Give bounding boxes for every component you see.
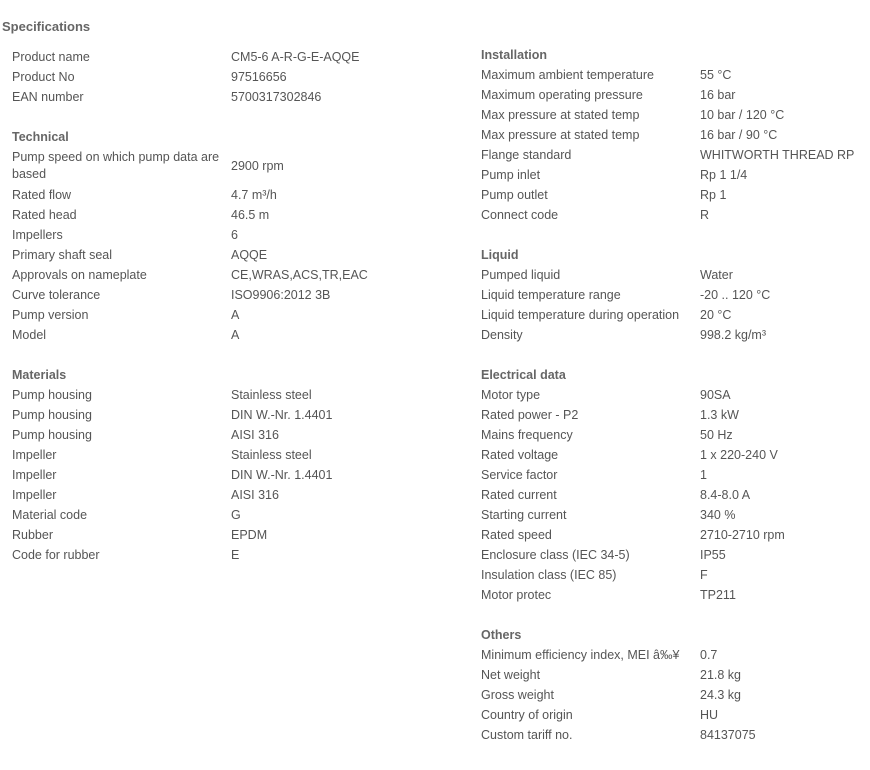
spec-label: Rated voltage (481, 448, 559, 462)
spec-label: Pumped liquid (481, 268, 561, 282)
spec-value: 0.7 (700, 648, 718, 662)
spec-row (12, 485, 432, 505)
spec-row (481, 185, 870, 205)
section-title: Technical (12, 130, 69, 144)
section-title: Electrical data (481, 368, 566, 382)
spec-row (12, 205, 432, 225)
spec-label: Rated flow (12, 188, 72, 202)
spec-row (481, 165, 870, 185)
spec-row (481, 125, 870, 145)
spec-value: AISI 316 (231, 428, 279, 442)
spec-label: Liquid temperature during operation (481, 308, 680, 322)
spec-label: Enclosure class (IEC 34-5) (481, 548, 630, 562)
spec-value: R (700, 208, 710, 222)
spec-row (12, 305, 432, 325)
spec-row (481, 205, 870, 225)
spec-row (481, 65, 870, 85)
spec-row (481, 585, 870, 605)
spec-row (481, 405, 870, 425)
spec-label: Pump housing (12, 388, 92, 402)
spec-value: 90SA (700, 388, 731, 402)
spec-row (12, 465, 432, 485)
spec-row (481, 285, 870, 305)
spec-row (481, 485, 870, 505)
spec-value: IP55 (700, 548, 726, 562)
spec-value: 1 x 220-240 V (700, 448, 778, 462)
spec-row (12, 425, 432, 445)
spec-label: Net weight (481, 668, 541, 682)
spec-value: 998.2 kg/m³ (700, 328, 767, 342)
spec-value: 1 (700, 468, 707, 482)
spec-label: Max pressure at stated temp (481, 108, 640, 122)
spec-value: 5700317302846 (231, 90, 322, 104)
spec-label: Pump version (12, 308, 89, 322)
spec-value: Stainless steel (231, 448, 312, 462)
spec-value: 21.8 kg (700, 668, 742, 682)
spec-value: A (231, 328, 240, 342)
section-others (481, 625, 870, 745)
spec-label: Pump housing (12, 408, 92, 422)
spec-label: Approvals on nameplate (12, 268, 147, 282)
spec-row (481, 445, 870, 465)
spec-row (481, 545, 870, 565)
spec-row (12, 265, 432, 285)
spec-label: Product name (12, 50, 90, 64)
spec-value: G (231, 508, 241, 522)
spec-value: ISO9906:2012 3B (231, 288, 331, 302)
spec-row (12, 285, 432, 305)
spec-value: CM5-6 A-R-G-E-AQQE (231, 50, 360, 64)
spec-row (481, 505, 870, 525)
spec-value: AQQE (231, 248, 268, 262)
spec-row (481, 145, 870, 165)
spec-label: Code for rubber (12, 548, 100, 562)
spec-label: Impeller (12, 448, 57, 462)
spec-value: 97516656 (231, 70, 287, 84)
spec-label: EAN number (12, 90, 84, 104)
spec-value: 24.3 kg (700, 688, 742, 702)
spec-value: 16 bar / 90 °C (700, 128, 778, 142)
spec-label: Pump inlet (481, 168, 541, 182)
spec-value: CE,WRAS,ACS,TR,EAC (231, 268, 368, 282)
spec-row (481, 425, 870, 445)
spec-label: Impeller (12, 468, 57, 482)
spec-label: Max pressure at stated temp (481, 128, 640, 142)
spec-value: F (700, 568, 708, 582)
spec-value: 10 bar / 120 °C (700, 108, 785, 122)
spec-label: Rubber (12, 528, 53, 542)
spec-value: 2900 rpm (231, 158, 284, 173)
spec-label: Impellers (12, 228, 63, 242)
spec-row (481, 725, 870, 745)
spec-value: 6 (231, 228, 238, 242)
spec-value: Rp 1 (700, 188, 727, 202)
spec-row (481, 325, 870, 345)
spec-value: 2710-2710 rpm (700, 528, 785, 542)
section-product-info (12, 47, 432, 107)
spec-label: Rated power - P2 (481, 408, 579, 422)
section-materials (12, 365, 432, 565)
spec-row (12, 245, 432, 265)
spec-row (481, 305, 870, 325)
spec-row (12, 385, 432, 405)
spec-value: EPDM (231, 528, 268, 542)
spec-value: Stainless steel (231, 388, 312, 402)
spec-value: WHITWORTH THREAD RP (700, 148, 855, 162)
spec-label: Starting current (481, 508, 567, 522)
spec-row (481, 685, 870, 705)
spec-label: Pump speed on which pump data are based (12, 150, 220, 181)
spec-value: A (231, 308, 240, 322)
spec-row (12, 147, 432, 185)
spec-label: Custom tariff no. (481, 728, 573, 742)
section-title: Materials (12, 368, 67, 382)
spec-label: Motor type (481, 388, 541, 402)
spec-row (12, 185, 432, 205)
section-installation (481, 45, 870, 225)
spec-value: 4.7 m³/h (231, 188, 277, 202)
spec-value: 55 °C (700, 68, 732, 82)
spec-label: Impeller (12, 488, 57, 502)
spec-label: Rated speed (481, 528, 552, 542)
spec-label: Minimum efficiency index, MEI â‰¥ (481, 648, 680, 662)
section-technical (12, 127, 432, 345)
spec-row (481, 665, 870, 685)
spec-row (12, 505, 432, 525)
spec-row (481, 645, 870, 665)
spec-value: 46.5 m (231, 208, 270, 222)
spec-label: Motor protec (481, 588, 552, 602)
spec-row (12, 445, 432, 465)
spec-value: 340 % (700, 508, 736, 522)
spec-value: HU (700, 708, 719, 722)
page-title: Specifications (2, 19, 91, 34)
spec-value: 20 °C (700, 308, 732, 322)
spec-row (481, 525, 870, 545)
spec-row (481, 85, 870, 105)
spec-label: Curve tolerance (12, 288, 101, 302)
spec-label: Liquid temperature range (481, 288, 621, 302)
spec-label: Maximum operating pressure (481, 88, 643, 102)
spec-label: Insulation class (IEC 85) (481, 568, 617, 582)
spec-row (481, 265, 870, 285)
spec-label: Mains frequency (481, 428, 573, 442)
spec-row (12, 67, 432, 87)
spec-row (12, 325, 432, 345)
section-title: Others (481, 628, 522, 642)
spec-value: 84137075 (700, 728, 756, 742)
spec-row (481, 385, 870, 405)
spec-label: Country of origin (481, 708, 573, 722)
spec-row (481, 565, 870, 585)
spec-label: Model (12, 328, 47, 342)
spec-label: Density (481, 328, 523, 342)
spec-value: DIN W.-Nr. 1.4401 (231, 468, 333, 482)
spec-label: Rated head (12, 208, 77, 222)
spec-label: Flange standard (481, 148, 572, 162)
spec-label: Maximum ambient temperature (481, 68, 654, 82)
section-electrical-data (481, 365, 870, 605)
section-liquid (481, 245, 870, 345)
spec-row (12, 545, 432, 565)
spec-row (481, 105, 870, 125)
spec-label: Pump housing (12, 428, 92, 442)
spec-label: Connect code (481, 208, 559, 222)
spec-label: Rated current (481, 488, 557, 502)
spec-value: 8.4-8.0 A (700, 488, 751, 502)
spec-value: -20 .. 120 °C (700, 288, 771, 302)
spec-value: Rp 1 1/4 (700, 168, 748, 182)
right-spec-column (481, 45, 870, 745)
spec-row (481, 465, 870, 485)
spec-value: 1.3 kW (700, 408, 739, 422)
spec-value: Water (700, 268, 733, 282)
left-spec-column (12, 47, 432, 565)
spec-label: Service factor (481, 468, 558, 482)
spec-row (12, 47, 432, 67)
spec-label: Material code (12, 508, 88, 522)
spec-label: Pump outlet (481, 188, 548, 202)
section-title: Liquid (481, 248, 519, 262)
spec-value: AISI 316 (231, 488, 279, 502)
spec-label: Primary shaft seal (12, 248, 113, 262)
spec-value: 50 Hz (700, 428, 733, 442)
spec-row (481, 705, 870, 725)
spec-value: 16 bar (700, 88, 736, 102)
spec-row (12, 87, 432, 107)
spec-row (12, 225, 432, 245)
spec-value: TP211 (700, 588, 736, 602)
spec-label: Product No (12, 70, 75, 84)
section-title: Installation (481, 48, 547, 62)
spec-row (12, 405, 432, 425)
spec-value: DIN W.-Nr. 1.4401 (231, 408, 333, 422)
spec-row (12, 525, 432, 545)
spec-value: E (231, 548, 240, 562)
spec-label: Gross weight (481, 688, 554, 702)
